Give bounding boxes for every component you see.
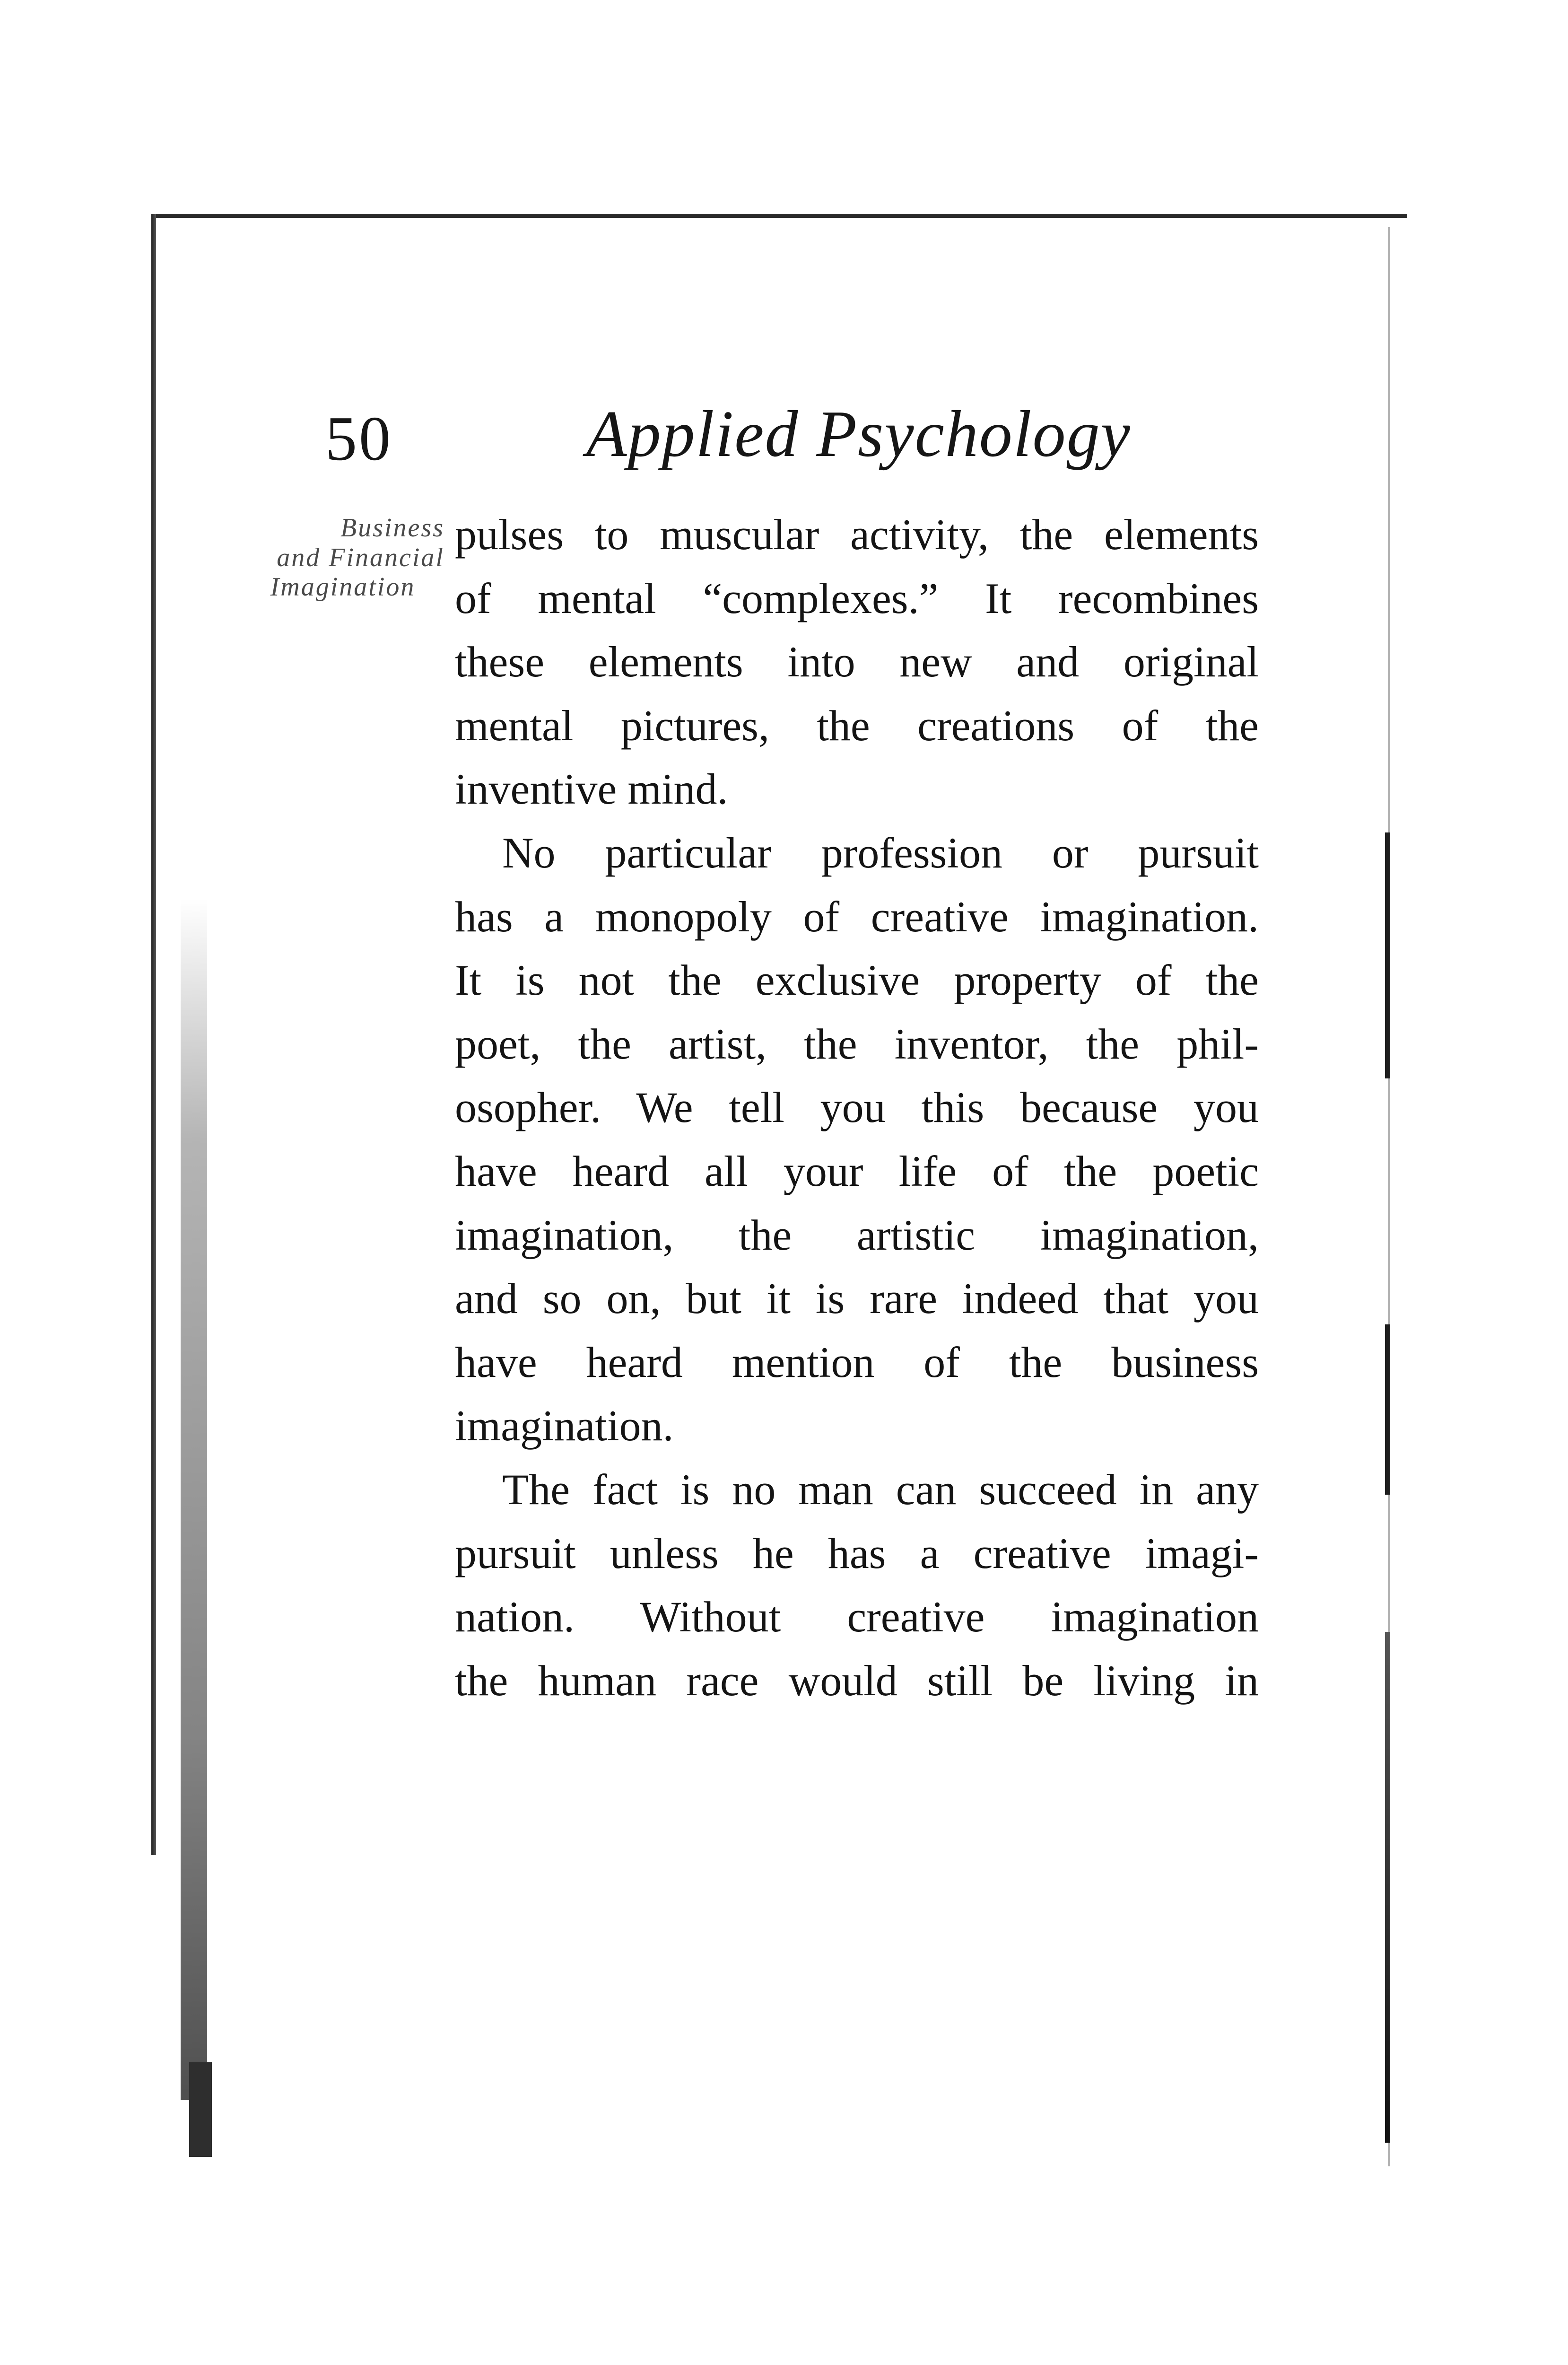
- text-line: has a monopoly of creative imagination.: [455, 892, 1259, 941]
- text-line: of mental “complexes.” It recombines: [455, 574, 1259, 622]
- text-line: and so on, but it is rare indeed that you: [455, 1274, 1259, 1323]
- text-line: pulses to muscular activity, the elements: [455, 510, 1259, 559]
- text-line: It is not the exclusive property of the: [455, 956, 1259, 1005]
- text-line: inventive mind.: [455, 765, 728, 814]
- margin-note-line: and Financial: [277, 543, 444, 572]
- binding-shadow: [181, 899, 207, 2100]
- text-line: pursuit unless he has a creative imagi-: [455, 1529, 1259, 1577]
- text-line: osopher. We tell you this because you: [455, 1083, 1259, 1132]
- margin-note-line: Imagination: [270, 572, 416, 602]
- text-line: the human race would still be living in: [455, 1656, 1259, 1705]
- text-line: imagination, the artistic imagination,: [455, 1210, 1259, 1259]
- page-number: 50: [325, 403, 392, 473]
- page-edge-right-mark: [1385, 1324, 1390, 1495]
- body-text: [455, 503, 1259, 1712]
- page-edge-left: [151, 214, 156, 1855]
- page-edge-top: [154, 214, 1407, 218]
- text-line: have heard all your life of the poetic: [455, 1147, 1259, 1195]
- text-line: No particular profession or pursuit: [502, 828, 1259, 877]
- running-head: Applied Psychology: [586, 397, 1131, 471]
- text-line: mental pictures, the creations of the: [455, 701, 1259, 750]
- text-line: these elements into new and original: [455, 638, 1259, 686]
- text-line: The fact is no man can succeed in any: [502, 1465, 1259, 1514]
- page-edge-right-mark: [1385, 832, 1390, 1078]
- page-edge-right-mark: [1385, 1632, 1390, 2143]
- margin-note-line: Business: [340, 513, 444, 543]
- text-line: imagination.: [455, 1401, 674, 1450]
- margin-note: [246, 513, 444, 602]
- text-line: nation. Without creative imagination: [455, 1593, 1259, 1641]
- text-line: have heard mention of the business: [455, 1338, 1259, 1386]
- binding-shadow-bottom: [189, 2062, 212, 2157]
- text-line: poet, the artist, the inventor, the phil-: [455, 1019, 1259, 1068]
